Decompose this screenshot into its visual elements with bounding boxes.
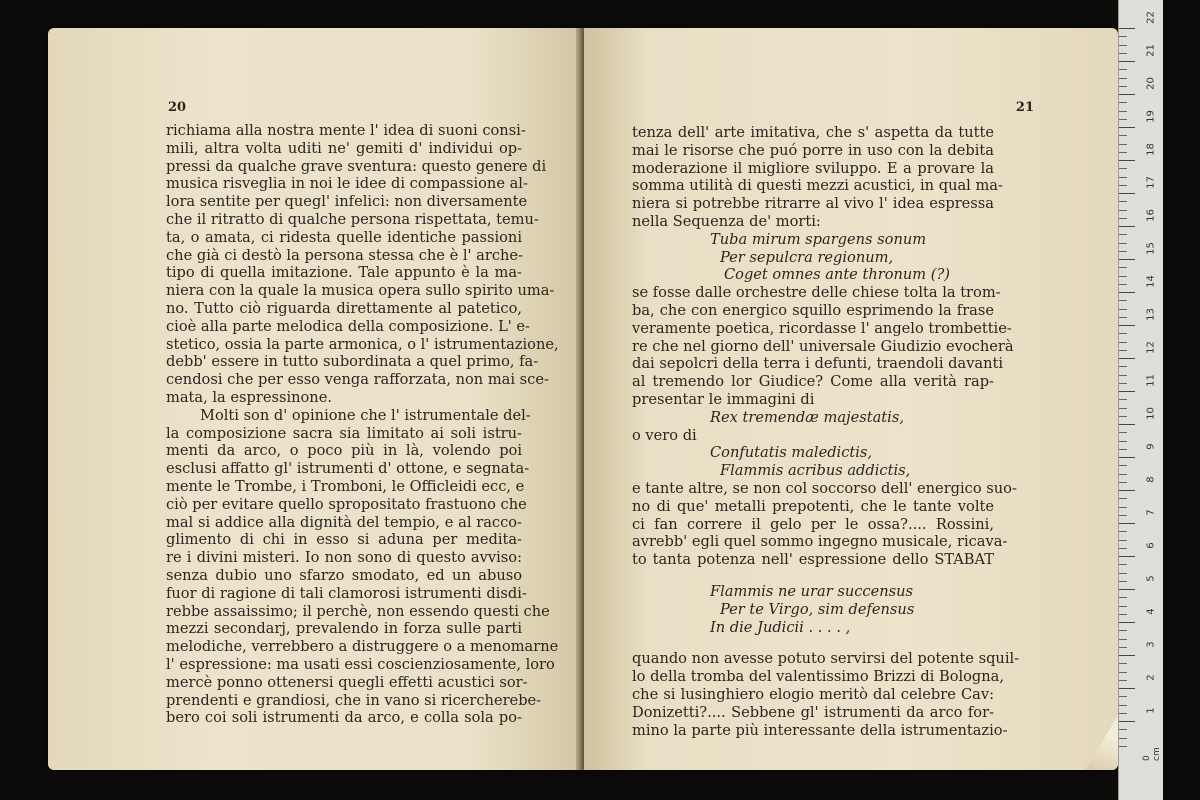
ruler-tick (1119, 490, 1135, 491)
text-line: glimento di chi in esso si aduna per medita- (166, 531, 522, 549)
ruler-number: 15 (1145, 242, 1157, 255)
ruler-minor-tick (1119, 144, 1127, 145)
measuring-ruler (1118, 0, 1163, 800)
ruler-minor-tick (1119, 185, 1127, 186)
text-line: Rex tremendæ majestatis, (710, 408, 904, 426)
ruler-number: 8 (1145, 476, 1157, 483)
ruler-minor-tick (1119, 515, 1127, 516)
ruler-minor-tick (1119, 705, 1127, 706)
ruler-minor-tick (1119, 507, 1127, 508)
ruler-minor-tick (1119, 152, 1127, 153)
text-line: mercè ponno ottenersi quegli effetti acustici sor- (166, 673, 528, 691)
text-line: lo della tromba del valentissimo Brizzi di Bologna, (632, 668, 1005, 686)
ruler-number: 16 (1145, 209, 1157, 222)
ruler-minor-tick (1119, 465, 1127, 466)
ruler-tick (1119, 325, 1135, 326)
text-line: esclusi affatto gl' istrumenti d' ottone, e segnata- (166, 460, 530, 478)
ruler-number: 3 (1145, 641, 1157, 648)
ruler-minor-tick (1119, 498, 1127, 499)
text-line: lora sentite per quegl' infelici: non diversamente (166, 193, 528, 211)
ruler-minor-tick (1119, 482, 1127, 483)
ruler-minor-tick (1119, 614, 1127, 615)
ruler-minor-tick (1119, 597, 1127, 598)
ruler-tick (1119, 688, 1135, 689)
ruler-tick (1119, 424, 1135, 425)
text-line: o vero di (632, 426, 697, 444)
ruler-minor-tick (1119, 119, 1127, 120)
text-line: Per sepulcra regionum, (720, 248, 894, 266)
text-line: avrebb' egli quel sommo ingegno musicale, ricava- (632, 533, 1008, 551)
text-line: niera con la quale la musica opera sullo spirito uma- (166, 282, 555, 300)
ruler-minor-tick (1119, 647, 1127, 648)
ruler-minor-tick (1119, 86, 1127, 87)
page-number-right: 21 (1015, 100, 1034, 115)
ruler-minor-tick (1119, 284, 1127, 285)
ruler-minor-tick (1119, 416, 1127, 417)
ruler-minor-tick (1119, 69, 1127, 70)
ruler-minor-tick (1119, 342, 1127, 343)
ruler-minor-tick (1119, 680, 1127, 681)
text-line: Confutatis maledictis, (710, 444, 873, 462)
ruler-minor-tick (1119, 746, 1127, 747)
ruler-tick (1119, 358, 1135, 359)
text-line: ci fan correre il gelo per le ossa?.... Rossini, (632, 515, 994, 533)
text-line: richiama alla nostra mente l' idea di suoni consi- (166, 122, 526, 139)
ruler-minor-tick (1119, 383, 1127, 384)
ruler-tick (1119, 556, 1135, 557)
ruler-minor-tick (1119, 102, 1127, 103)
ruler-minor-tick (1119, 53, 1127, 54)
ruler-minor-tick (1119, 540, 1127, 541)
ruler-number: 13 (1145, 308, 1157, 321)
text-line: l' espressione: ma usati essi coscienziosamente, loro (166, 655, 555, 673)
ruler-minor-tick (1119, 630, 1127, 631)
text-line: Molti son d' opinione che l' istrumentale del- (200, 406, 531, 424)
text-line: re i divini misteri. Io non sono di questo avviso: (166, 549, 522, 567)
ruler-tick (1119, 655, 1135, 656)
text-line: tipo di quella imitazione. Tale appunto è la ma- (166, 264, 522, 282)
ruler-minor-tick (1119, 317, 1127, 318)
ruler-tick (1119, 127, 1135, 128)
ruler-number: 22 (1145, 11, 1157, 24)
page-corner-fold (1084, 712, 1118, 770)
ruler-minor-tick (1119, 729, 1127, 730)
ruler-minor-tick (1119, 581, 1127, 582)
ruler-tick (1119, 259, 1135, 260)
ruler-tick (1119, 226, 1135, 227)
ruler-number: 5 (1145, 575, 1157, 582)
ruler-number: 12 (1145, 341, 1157, 354)
ruler-minor-tick (1119, 408, 1127, 409)
ruler-tick (1119, 391, 1135, 392)
right-page (584, 28, 1118, 770)
ruler-minor-tick (1119, 300, 1127, 301)
ruler-minor-tick (1119, 672, 1127, 673)
text-line: quando non avesse potuto servirsi del potente squil- (632, 650, 1020, 668)
ruler-tick (1119, 61, 1135, 62)
ruler-unit-label: 0 cm (1142, 747, 1162, 761)
ruler-minor-tick (1119, 663, 1127, 664)
text-line: mai le risorse che puó porre in uso con la debita (632, 141, 994, 159)
text-line: no. Tutto ciò riguarda direttamente al patetico, (166, 299, 522, 317)
ruler-number: 11 (1145, 374, 1157, 387)
ruler-tick (1119, 160, 1135, 161)
text-line: menti da arco, o poco più in là, volendo poi (166, 442, 522, 460)
ruler-minor-tick (1119, 276, 1127, 277)
ruler-tick (1119, 193, 1135, 194)
text-line: niera si potrebbe ritrarre al vivo l' idea espressa (632, 195, 994, 213)
page-number-left: 20 (168, 100, 187, 115)
text-line: Per te Virgo, sim defensus (720, 600, 915, 618)
text-line: pressi da qualche grave sventura: questo genere di (166, 157, 547, 175)
text-line: mezzi secondarj, prevalendo in forza sulle parti (166, 620, 522, 638)
text-line: dai sepolcri della terra i defunti, traendoli davanti (632, 355, 1004, 373)
text-line: mino la parte più interessante della istrumentazio- (632, 721, 1008, 739)
text-line: mata, la espressinone. (166, 388, 332, 406)
text-line: che già ci destò la persona stessa che è l' arche- (166, 246, 523, 264)
left-page (48, 28, 580, 770)
ruler-number: 14 (1145, 275, 1157, 288)
ruler-minor-tick (1119, 432, 1127, 433)
ruler-minor-tick (1119, 474, 1127, 475)
ruler-minor-tick (1119, 606, 1127, 607)
ruler-number: 18 (1145, 143, 1157, 156)
ruler-minor-tick (1119, 441, 1127, 442)
text-line: moderazione il migliore sviluppo. E a provare la (632, 159, 994, 177)
verse-spacer (632, 569, 994, 583)
ruler-minor-tick (1119, 449, 1127, 450)
text-line: rebbe assaissimo; il perchè, non essendo questi che (166, 602, 550, 620)
ruler-minor-tick (1119, 234, 1127, 235)
ruler-minor-tick (1119, 696, 1127, 697)
text-line: che si lusinghiero elogio meritò dal celebre Cav: (632, 685, 994, 703)
ruler-minor-tick (1119, 713, 1127, 714)
ruler-number: 10 (1145, 407, 1157, 420)
text-line: somma utilità di questi mezzi acustici, in qual ma- (632, 177, 1003, 195)
ruler-minor-tick (1119, 548, 1127, 549)
ruler-tick (1119, 457, 1135, 458)
text-line: mili, altra volta uditi ne' gemiti d' individui op- (166, 139, 522, 157)
text-line: bero coi soli istrumenti da arco, e colla sola po- (166, 709, 522, 727)
ruler-minor-tick (1119, 375, 1127, 376)
ruler-minor-tick (1119, 218, 1127, 219)
text-line: cioè alla parte melodica della composizione. L' e- (166, 317, 530, 335)
ruler-minor-tick (1119, 399, 1127, 400)
ruler-minor-tick (1119, 45, 1127, 46)
text-line: cendosi che per esso venga rafforzata, non mai sce- (166, 371, 549, 389)
ruler-tick (1119, 94, 1135, 95)
ruler-minor-tick (1119, 135, 1127, 136)
text-line: fuor di ragione di tali clamorosi istrumenti disdi- (166, 584, 527, 602)
ruler-tick (1119, 292, 1135, 293)
text-line: prendenti e grandiosi, che in vano si ricercherebe- (166, 691, 542, 709)
ruler-number: 2 (1145, 674, 1157, 681)
text-line: mente le Trombe, i Tromboni, le Officleidi ecc, e (166, 477, 525, 495)
text-line: senza dubio uno sfarzo smodato, ed un abuso (166, 566, 522, 584)
ruler-number: 1 (1145, 707, 1157, 714)
ruler-number: 21 (1145, 44, 1157, 57)
ruler-minor-tick (1119, 177, 1127, 178)
ruler-minor-tick (1119, 251, 1127, 252)
ruler-minor-tick (1119, 36, 1127, 37)
ruler-number: 6 (1145, 542, 1157, 549)
text-line: Coget omnes ante thronum (?) (724, 266, 950, 284)
ruler-number: 7 (1145, 509, 1157, 516)
ruler-minor-tick (1119, 531, 1127, 532)
ruler-number: 9 (1145, 443, 1157, 450)
text-line: debb' essere in tutto subordinata a quel primo, fa- (166, 353, 539, 371)
text-line: re che nel giorno dell' universale Giudizio evocherà (632, 337, 1014, 355)
ruler-minor-tick (1119, 738, 1127, 739)
ruler-number: 20 (1145, 77, 1157, 90)
ruler-number: 4 (1145, 608, 1157, 615)
ruler-tick (1119, 589, 1135, 590)
right-page-text (632, 124, 1020, 739)
ruler-tick (1119, 721, 1135, 722)
text-line: mal si addice alla dignità del tempio, e al racco- (166, 513, 522, 531)
ruler-minor-tick (1119, 639, 1127, 640)
ruler-minor-tick (1119, 78, 1127, 79)
ruler-minor-tick (1119, 168, 1127, 169)
text-line: nella Sequenza de' morti: (632, 212, 821, 230)
verse-spacer (632, 636, 994, 650)
text-line: presentar le immagini di (632, 390, 815, 408)
text-line: melodiche, verrebbero a distruggere o a menomarne (166, 638, 559, 656)
text-line: tenza dell' arte imitativa, che s' aspetta da tutte (632, 124, 994, 141)
open-book (48, 28, 1118, 770)
ruler-minor-tick (1119, 243, 1127, 244)
ruler-minor-tick (1119, 366, 1127, 367)
ruler-tick (1119, 28, 1135, 29)
ruler-minor-tick (1119, 111, 1127, 112)
ruler-tick (1119, 523, 1135, 524)
ruler-minor-tick (1119, 564, 1127, 565)
ruler-minor-tick (1119, 201, 1127, 202)
ruler-minor-tick (1119, 573, 1127, 574)
text-line: se fosse dalle orchestre delle chiese tolta la trom- (632, 284, 1001, 302)
text-line: Flammis ne urar succensus (710, 582, 913, 600)
text-line: che il ritratto di qualche persona rispettata, temu- (166, 210, 539, 228)
ruler-minor-tick (1119, 309, 1127, 310)
text-line: Donizetti?.... Sebbene gl' istrumenti da arco for- (632, 703, 994, 721)
text-line: no di que' metalli prepotenti, che le tante volte (632, 497, 994, 515)
ruler-minor-tick (1119, 350, 1127, 351)
text-line: In die Judicii . . . . , (710, 618, 851, 636)
text-line: ciò per evitare quello spropositato frastuono che (166, 495, 527, 513)
ruler-minor-tick (1119, 333, 1127, 334)
text-line: e tante altre, se non col soccorso dell' energico suo- (632, 479, 1017, 497)
text-line: la composizione sacra sia limitato ai soli istru- (166, 424, 522, 442)
text-line: ta, o amata, ci ridesta quelle identiche passioni (166, 228, 522, 246)
ruler-tick (1119, 622, 1135, 623)
text-line: musica risveglia in noi le idee di compassione al- (166, 175, 528, 193)
text-line: Tuba mirum spargens sonum (710, 230, 927, 248)
text-line: Flammis acribus addictis, (720, 462, 911, 480)
text-line: ba, che con energico squillo esprimendo la frase (632, 301, 994, 319)
ruler-number: 17 (1145, 176, 1157, 189)
text-line: to tanta potenza nell' espressione dello STABAT (632, 551, 994, 569)
left-page-text (166, 122, 559, 727)
text-line: veramente poetica, ricordasse l' angelo trombettie- (632, 319, 1012, 337)
text-line: al tremendo lor Giudice? Come alla verità rap- (632, 373, 994, 391)
ruler-number: 19 (1145, 110, 1157, 123)
ruler-minor-tick (1119, 210, 1127, 211)
text-line: stetico, ossia la parte armonica, o l' istrumentazione, (166, 335, 559, 353)
ruler-minor-tick (1119, 267, 1127, 268)
